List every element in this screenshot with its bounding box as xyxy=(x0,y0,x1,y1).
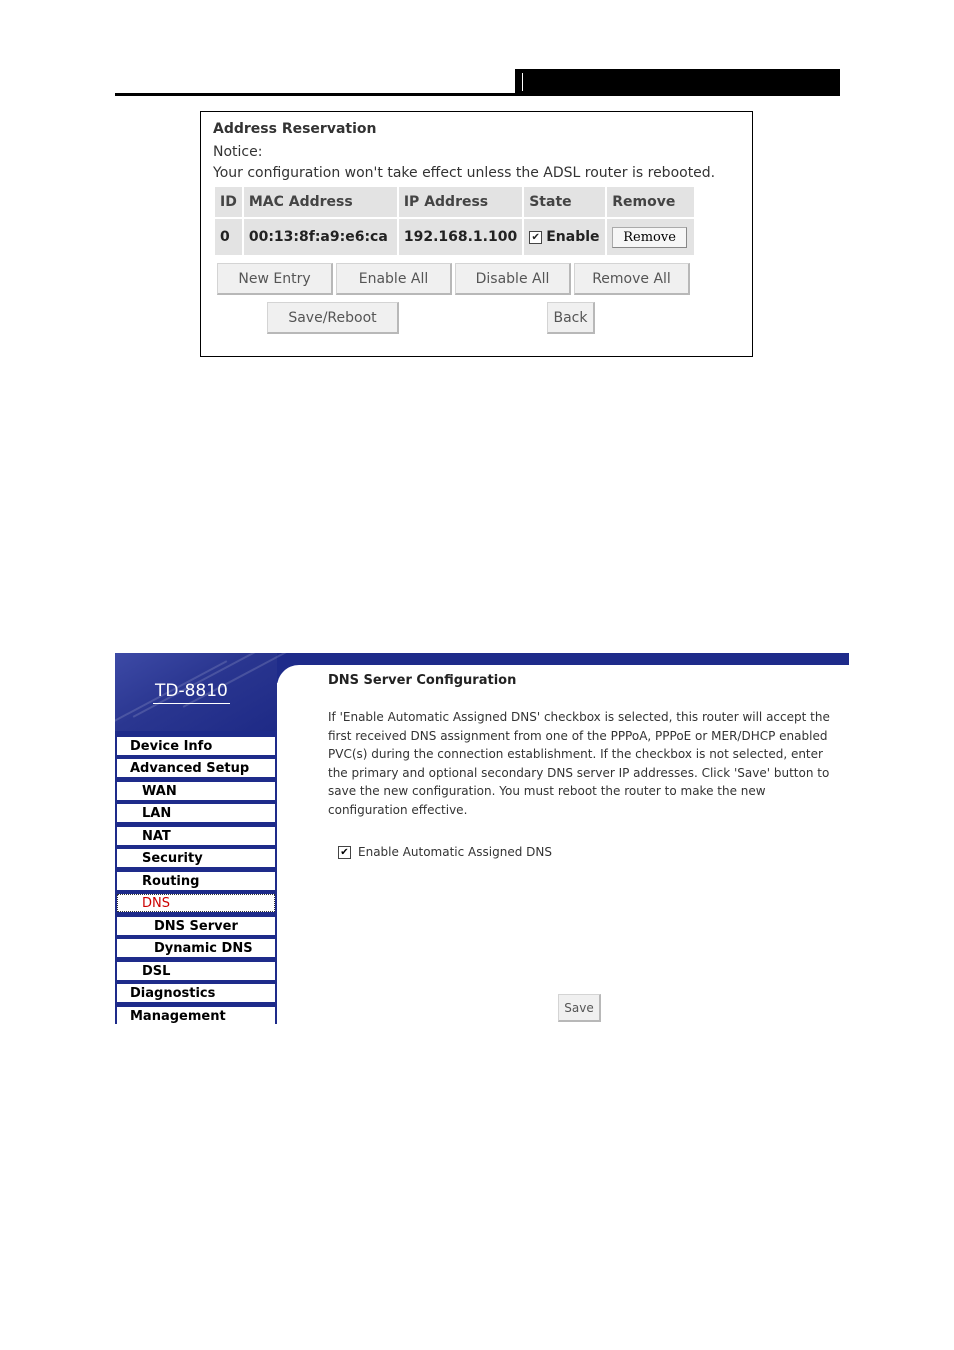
reservation-table xyxy=(213,185,696,257)
new-entry-button[interactable]: New Entry xyxy=(217,263,333,295)
cell-mac: 00:13:8f:a9:e6:ca xyxy=(244,219,397,255)
notice-label: Notice: xyxy=(213,144,263,160)
cell-remove xyxy=(607,219,694,255)
page-header-bar xyxy=(515,69,840,95)
save-reboot-button[interactable]: Save/Reboot xyxy=(267,302,399,334)
top-banner-corner xyxy=(277,653,307,683)
dns-description: If 'Enable Automatic Assigned DNS' checkbox is selected, this router will accept the first received DNS assignment from one of the PPPoA, PPPoE or MER/DHCP enabled PVC(s) during the connection establishment. If the checkbox is not selected, enter the primary and optional secondary DNS server IP addresses. Click 'Save' button to save the new configuration. You must reboot the router to make the new configuration effective. xyxy=(328,710,830,817)
column-header-ip: IP Address xyxy=(399,187,522,217)
cell-state xyxy=(524,219,605,255)
address-reservation-title: Address Reservation xyxy=(213,121,377,137)
nav-item-dsl[interactable]: DSL xyxy=(117,962,275,980)
top-banner xyxy=(277,653,849,665)
sidebar-header xyxy=(115,653,277,731)
page-header-rule xyxy=(115,93,840,96)
page-header-divider xyxy=(522,73,523,91)
nav-item-advanced-setup[interactable]: Advanced Setup xyxy=(117,759,275,777)
column-header-state: State xyxy=(524,187,605,217)
nav-item-security[interactable]: Security xyxy=(117,849,275,867)
model-name: TD-8810 xyxy=(153,681,230,704)
column-header-mac: MAC Address xyxy=(244,187,397,217)
back-button[interactable]: Back xyxy=(547,302,595,334)
auto-dns-label: Enable Automatic Assigned DNS xyxy=(358,845,552,859)
nav-item-lan[interactable]: LAN xyxy=(117,804,275,822)
enable-all-button[interactable]: Enable All xyxy=(336,263,452,295)
nav-item-dynamic-dns[interactable]: Dynamic DNS xyxy=(117,939,275,957)
notice-text: Your configuration won't take effect unless the ADSL router is rebooted. xyxy=(213,165,716,181)
remove-row-button[interactable]: Remove xyxy=(612,227,687,248)
column-header-remove: Remove xyxy=(607,187,694,217)
state-enable-checkbox[interactable]: ✔ xyxy=(529,231,542,244)
save-button[interactable]: Save xyxy=(558,994,601,1022)
nav-item-routing[interactable]: Routing xyxy=(117,872,275,890)
state-enable-label: Enable xyxy=(546,229,600,245)
nav-item-management[interactable]: Management xyxy=(117,1007,275,1024)
table-row xyxy=(215,219,694,255)
nav-item-nat[interactable]: NAT xyxy=(117,827,275,845)
nav-item-device-info[interactable]: Device Info xyxy=(117,737,275,755)
page-title: DNS Server Configuration xyxy=(328,673,517,688)
table-header-row xyxy=(215,187,694,217)
remove-all-button[interactable]: Remove All xyxy=(574,263,690,295)
router-web-ui xyxy=(115,653,849,1024)
sidebar-nav xyxy=(115,731,277,1024)
nav-item-wan[interactable]: WAN xyxy=(117,782,275,800)
cell-ip: 192.168.1.100 xyxy=(399,219,522,255)
cell-id: 0 xyxy=(215,219,242,255)
auto-dns-checkbox[interactable]: ✔ xyxy=(338,846,351,859)
nav-item-dns[interactable]: DNS xyxy=(117,894,275,912)
column-header-id: ID xyxy=(215,187,242,217)
disable-all-button[interactable]: Disable All xyxy=(455,263,571,295)
nav-item-diagnostics[interactable]: Diagnostics xyxy=(117,984,275,1002)
address-reservation-panel xyxy=(200,111,753,357)
nav-item-dns-server[interactable]: DNS Server xyxy=(117,917,275,935)
